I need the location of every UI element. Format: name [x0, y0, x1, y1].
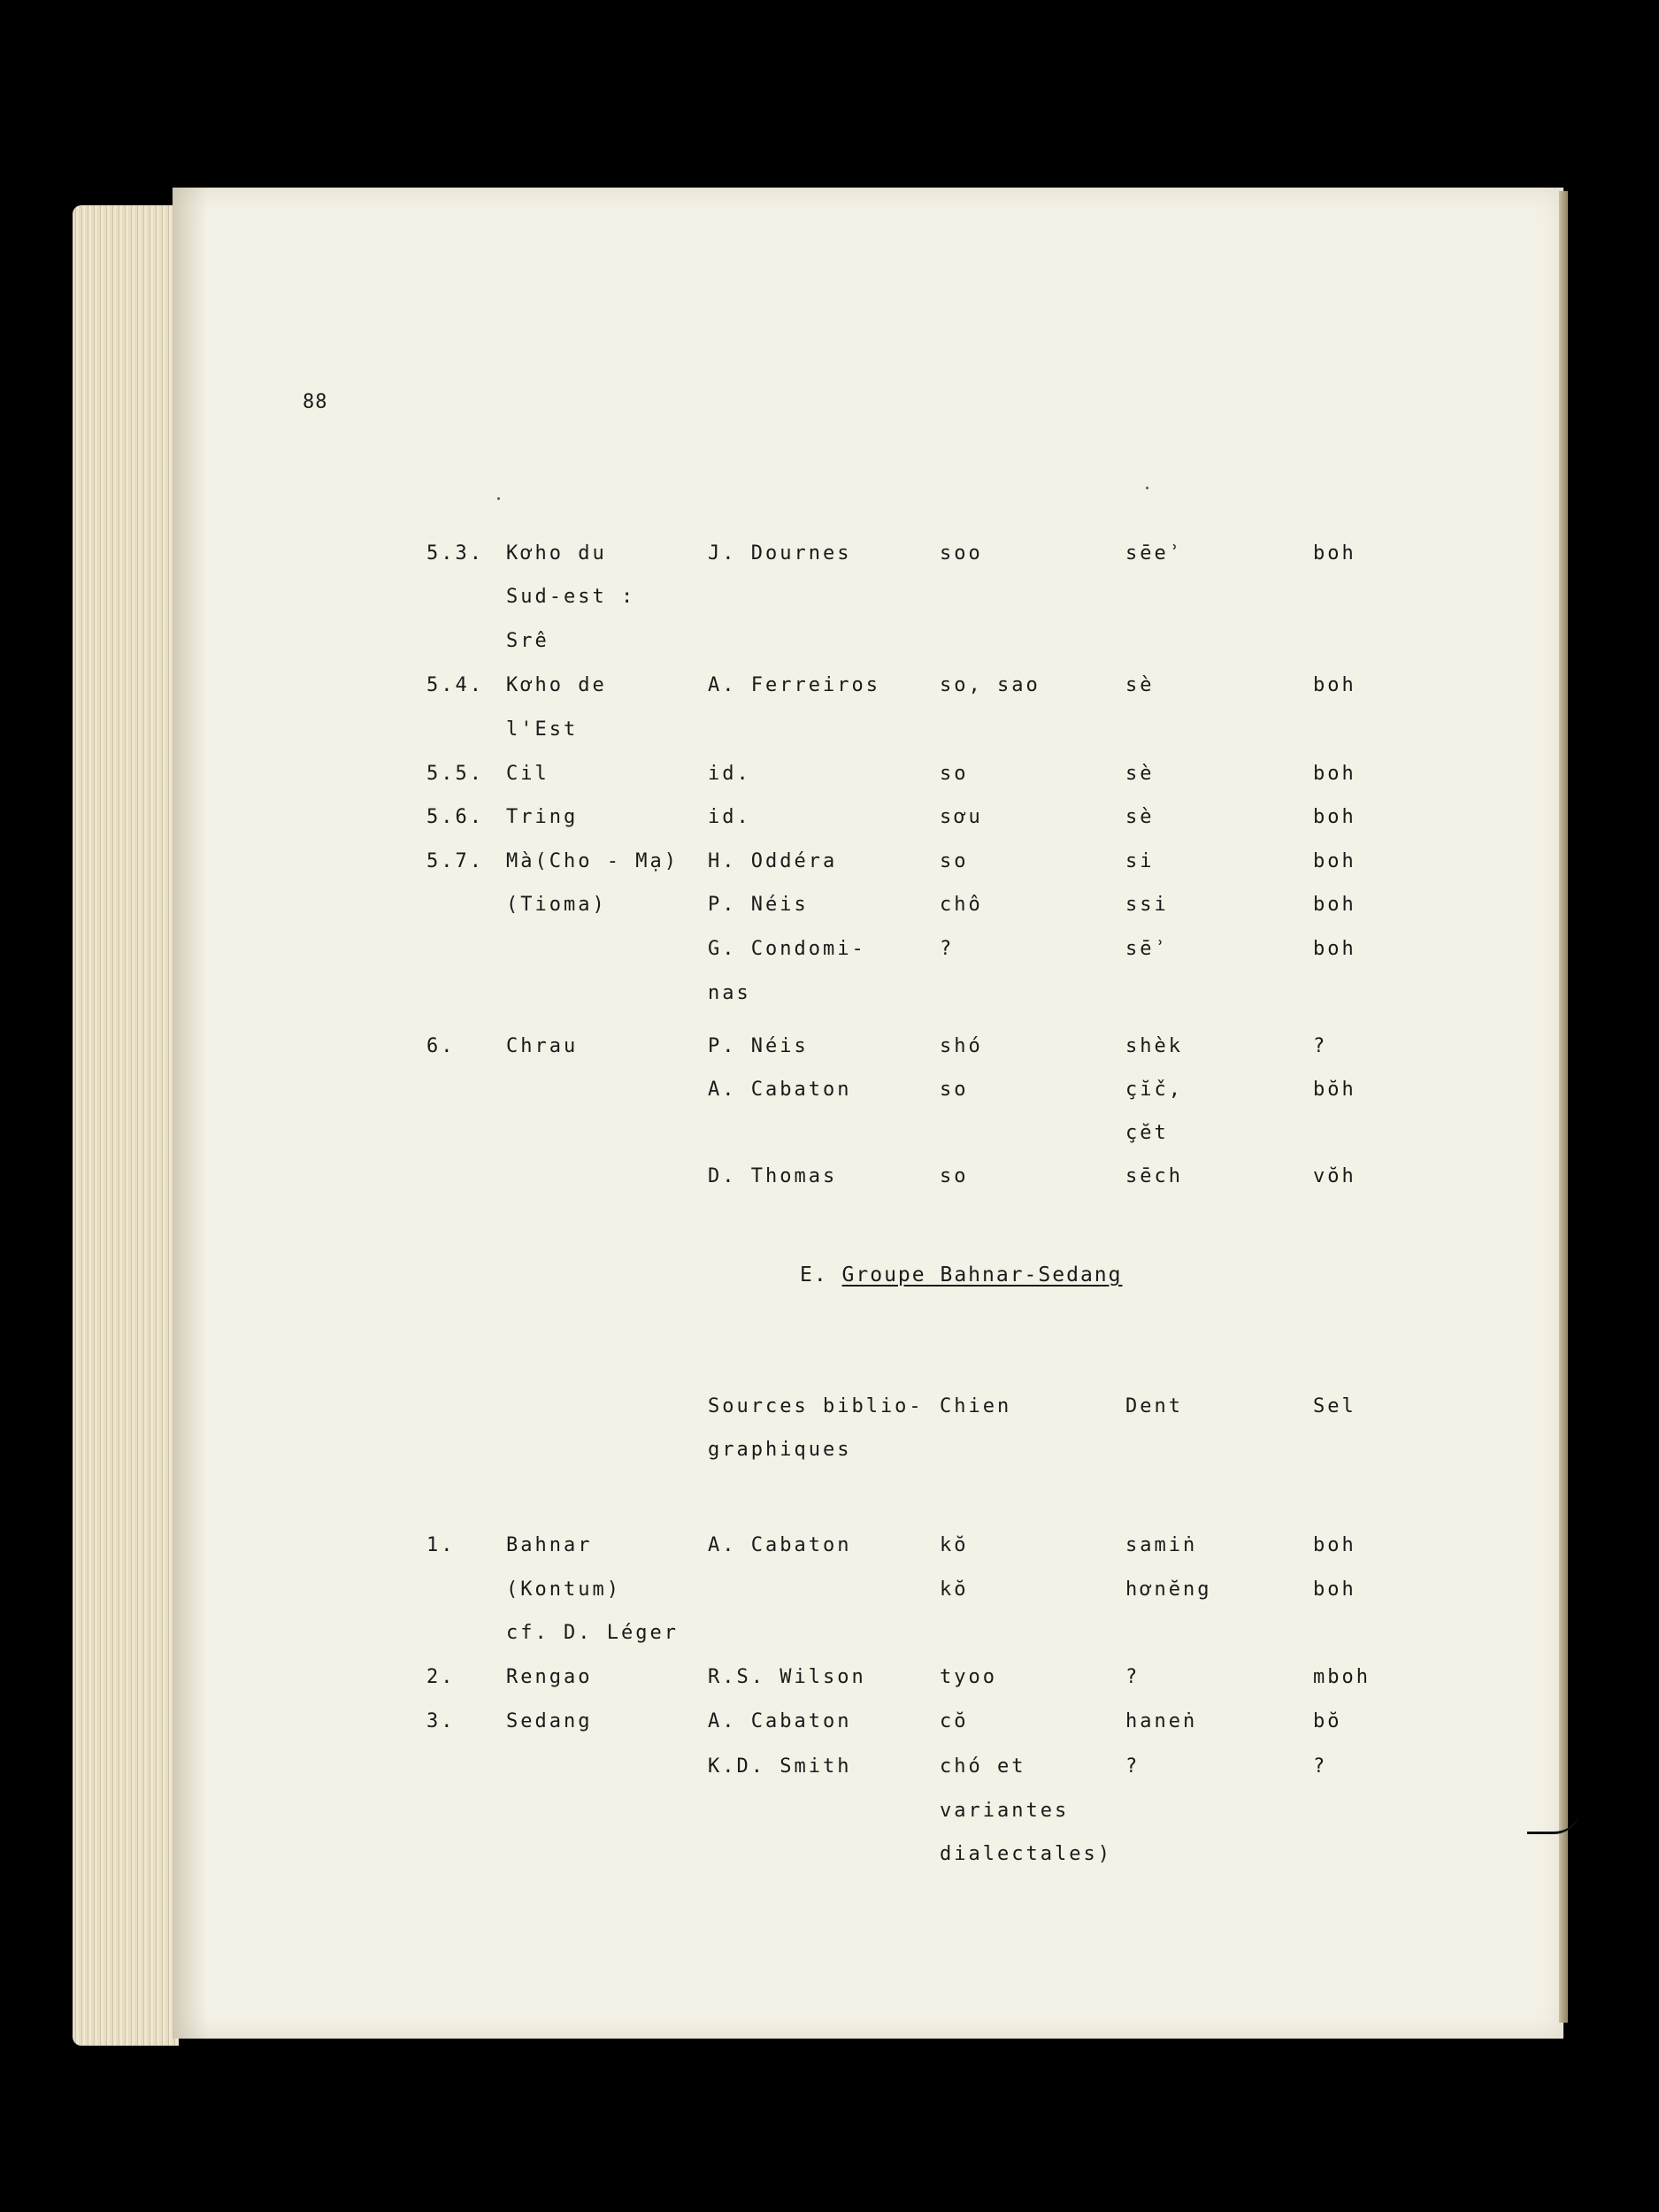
header-sel: Sel: [1313, 1395, 1356, 1417]
language-name: (Kontum): [506, 1578, 621, 1601]
word-sel: boh: [1313, 938, 1356, 960]
book-page-edges: [73, 205, 179, 2046]
language-name: Sud-est :: [506, 586, 636, 608]
row-number: 1.: [426, 1534, 456, 1556]
language-name: Bahnar: [506, 1534, 593, 1556]
word-sel: boh: [1313, 542, 1356, 565]
source-author: A. Cabaton: [708, 1534, 852, 1556]
word-dent: çĭč,: [1125, 1079, 1183, 1101]
word-chien: so: [940, 1079, 969, 1101]
paper-speck: [1146, 487, 1148, 489]
word-chien: dialectales): [940, 1843, 1112, 1865]
word-sel: boh: [1313, 850, 1356, 872]
word-dent: sēeʾ: [1125, 542, 1183, 565]
page-number: 88: [303, 391, 328, 413]
page-gutter-shadow: [173, 188, 208, 2039]
source-author: A. Cabaton: [708, 1710, 852, 1732]
word-chien: so, sao: [940, 674, 1041, 696]
source-author: G. Condomi-: [708, 938, 866, 960]
word-sel: boh: [1313, 763, 1356, 785]
word-sel: boh: [1313, 894, 1356, 916]
word-sel: mboh: [1313, 1666, 1371, 1688]
word-dent: çĕt: [1125, 1122, 1169, 1144]
paper-speck: [497, 497, 500, 500]
word-sel: bŏh: [1313, 1079, 1356, 1101]
word-chien: cŏ: [940, 1710, 969, 1732]
word-chien: so: [940, 850, 969, 872]
row-number: 2.: [426, 1666, 456, 1688]
word-chien: variantes: [940, 1800, 1070, 1822]
word-dent: samiṅ: [1125, 1534, 1198, 1556]
row-number: 5.5.: [426, 763, 484, 785]
source-author: P. Néis: [708, 1035, 809, 1057]
section-title-prefix: E.: [800, 1263, 842, 1286]
word-chien: shó: [940, 1035, 983, 1057]
book-page: [173, 188, 1563, 2039]
word-sel: ?: [1313, 1755, 1328, 1778]
source-author: J. Dournes: [708, 542, 852, 565]
source-author: K.D. Smith: [708, 1755, 852, 1778]
language-name: (Tioma): [506, 894, 607, 916]
header-chien: Chien: [940, 1395, 1012, 1417]
word-chien: chô: [940, 894, 983, 916]
language-name: Sedang: [506, 1710, 593, 1732]
word-dent: ssi: [1125, 894, 1169, 916]
word-chien: so: [940, 763, 969, 785]
page-corner-curl: [1527, 1796, 1580, 1834]
word-sel: ?: [1313, 1035, 1328, 1057]
row-number: 5.4.: [426, 674, 484, 696]
row-number: 6.: [426, 1035, 456, 1057]
word-dent: si: [1125, 850, 1155, 872]
header-dent: Dent: [1125, 1395, 1183, 1417]
word-dent: ?: [1125, 1755, 1141, 1778]
word-dent: hơnĕng: [1125, 1578, 1212, 1601]
word-sel: boh: [1313, 674, 1356, 696]
word-chien: tyoo: [940, 1666, 997, 1688]
word-sel: boh: [1313, 1534, 1356, 1556]
word-dent: sēʾ: [1125, 938, 1169, 960]
language-name: cf. D. Léger: [506, 1622, 679, 1644]
language-name: Kơho du: [506, 542, 607, 565]
word-dent: ?: [1125, 1666, 1141, 1688]
row-number: 5.3.: [426, 542, 484, 565]
language-name: l'Est: [506, 718, 579, 741]
word-chien: chó et: [940, 1755, 1026, 1778]
language-name: Mà(Cho - Mạ): [506, 850, 679, 872]
source-author: id.: [708, 763, 751, 785]
language-name: Kơho de: [506, 674, 607, 696]
source-author: R.S. Wilson: [708, 1666, 866, 1688]
word-dent: sēch: [1125, 1165, 1183, 1187]
word-sel: boh: [1313, 806, 1356, 828]
word-chien: kŏ: [940, 1534, 969, 1556]
source-author: P. Néis: [708, 894, 809, 916]
row-number: 3.: [426, 1710, 456, 1732]
word-dent: haneṅ: [1125, 1710, 1198, 1732]
header-sources-line1: Sources biblio-: [708, 1395, 924, 1417]
page-right-rim: [1559, 191, 1568, 2023]
word-chien: so: [940, 1165, 969, 1187]
word-chien: sơu: [940, 806, 983, 828]
word-chien: soo: [940, 542, 983, 565]
language-name: Cil: [506, 763, 549, 785]
word-chien: ?: [940, 938, 955, 960]
header-sources-line2: graphiques: [708, 1439, 852, 1461]
language-name: Tring: [506, 806, 579, 828]
language-name: Rengao: [506, 1666, 593, 1688]
word-chien: kŏ: [940, 1578, 969, 1601]
row-number: 5.6.: [426, 806, 484, 828]
source-author: H. Oddéra: [708, 850, 838, 872]
word-dent: sè: [1125, 763, 1155, 785]
source-author: D. Thomas: [708, 1165, 838, 1187]
word-dent: sè: [1125, 674, 1155, 696]
section-title-text: Groupe Bahnar-Sedang: [841, 1263, 1123, 1286]
word-sel: boh: [1313, 1578, 1356, 1601]
source-author: id.: [708, 806, 751, 828]
source-author: A. Cabaton: [708, 1079, 852, 1101]
word-dent: shèk: [1125, 1035, 1183, 1057]
source-author: nas: [708, 982, 751, 1004]
word-sel: vŏh: [1313, 1165, 1356, 1187]
word-dent: sè: [1125, 806, 1155, 828]
language-name: Chrau: [506, 1035, 579, 1057]
word-sel: bŏ: [1313, 1710, 1342, 1732]
language-name: Srê: [506, 630, 549, 652]
row-number: 5.7.: [426, 850, 484, 872]
source-author: A. Ferreiros: [708, 674, 880, 696]
section-title: [800, 1263, 1123, 1286]
